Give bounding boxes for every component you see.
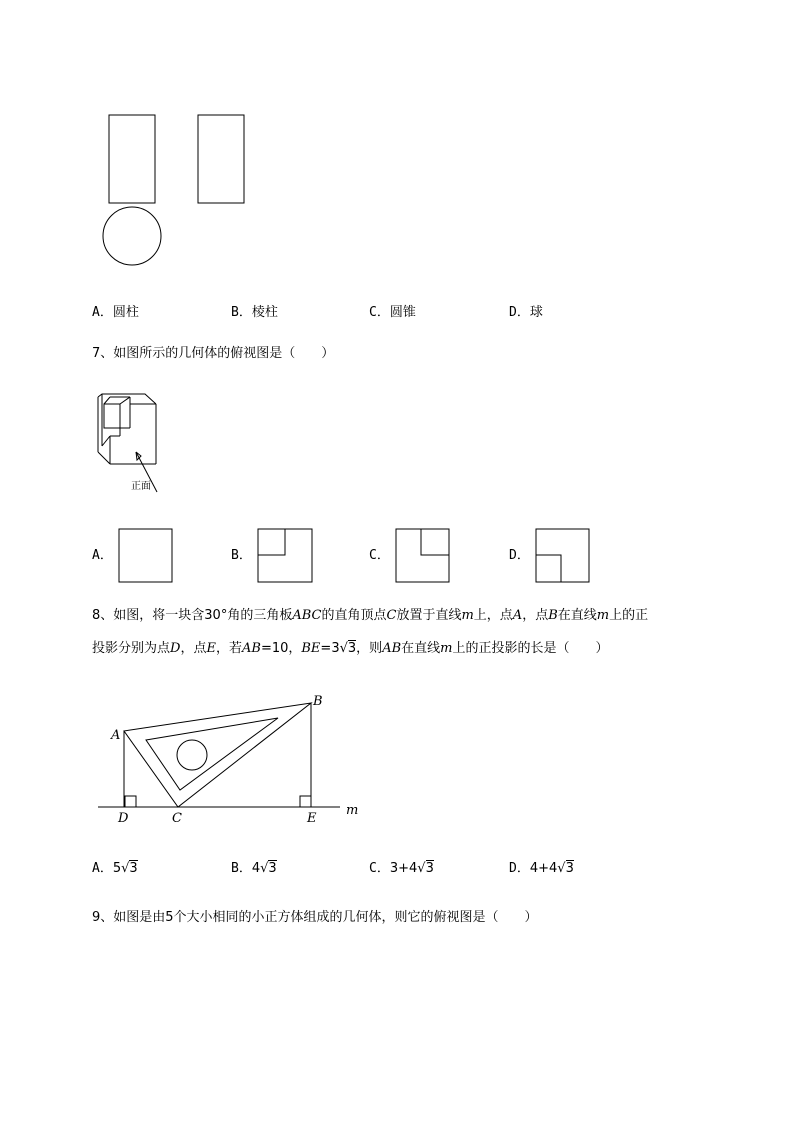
q8-option-b[interactable]: B．4√3	[231, 861, 277, 876]
q6-option-d-letter: D．	[509, 305, 530, 320]
triangle-abc	[124, 703, 311, 807]
q7-option-b-letter: B．	[231, 548, 252, 563]
label-A: A	[111, 728, 121, 743]
q7-option-b[interactable]	[231, 547, 252, 565]
q6-option-b-text: 棱柱	[251, 305, 278, 320]
q7-option-d[interactable]	[509, 547, 530, 565]
q6-option-c-letter: C．	[369, 305, 390, 320]
q7-option-a-figure	[118, 528, 174, 584]
label-C: C	[172, 811, 182, 826]
q6-front-view-rect	[109, 115, 155, 203]
q8-question-line1: 8、如图，将一块含30°角的三角板ABC的直角顶点C放置于直线m上，点A，点B在直线m上的正	[92, 608, 649, 623]
q6-option-c[interactable]	[369, 304, 416, 322]
q6-option-a-letter: A．	[92, 305, 113, 320]
q6-option-a-text: 圆柱	[112, 305, 139, 320]
q9-question: 9、如图是由5个大小相同的小正方体组成的几何体，则它的俯视图是（ ）	[92, 910, 538, 925]
q8-option-c[interactable]: C．3+4√3	[369, 861, 434, 876]
q8-triangle-figure	[92, 688, 372, 828]
q7-option-a[interactable]	[92, 547, 113, 565]
q7-option-b-figure	[257, 528, 314, 584]
q7-front-label: 正面	[131, 481, 151, 492]
label-B: B	[313, 694, 323, 709]
q7-question: 7、如图所示的几何体的俯视图是（ ）	[92, 346, 335, 361]
q7-option-c-figure	[395, 528, 451, 584]
q7-option-a-letter: A．	[92, 548, 113, 563]
q7-option-d-letter: D．	[509, 548, 530, 563]
label-D: D	[118, 811, 129, 826]
sqrt-sign-icon: √	[260, 861, 269, 876]
q6-option-a[interactable]	[92, 304, 139, 322]
q8-option-d[interactable]: D．4+4√3	[509, 861, 574, 876]
q7-option-d-figure	[535, 528, 591, 584]
q6-top-view-circle	[103, 207, 161, 265]
q6-option-c-text: 圆锥	[389, 305, 416, 320]
q6-three-view-figure	[95, 108, 265, 273]
sqrt-sign-icon: √	[339, 641, 348, 656]
q6-option-b-letter: B．	[231, 305, 252, 320]
q6-option-d-text: 球	[529, 305, 543, 320]
q6-option-b[interactable]	[231, 304, 278, 322]
q6-side-view-rect	[198, 115, 244, 203]
triangle-inner	[146, 718, 278, 790]
sqrt-sign-icon: √	[417, 861, 426, 876]
q7-solid-figure	[94, 392, 166, 496]
sqrt-sign-icon: √	[121, 861, 130, 876]
q6-option-d[interactable]	[509, 304, 543, 322]
label-E: E	[307, 811, 317, 826]
q8-question-line2: 投影分别为点D，点E，若AB=10，BE=3√3，则AB在直线m上的正投影的长是（ ）	[92, 641, 609, 656]
sqrt-sign-icon: √	[557, 861, 566, 876]
q8-option-a[interactable]: A．5√3	[92, 861, 138, 876]
label-m: m	[346, 803, 359, 818]
q7-option-c-letter: C．	[369, 548, 390, 563]
triangle-hole-circle	[177, 740, 207, 770]
q7-option-c[interactable]	[369, 547, 390, 565]
